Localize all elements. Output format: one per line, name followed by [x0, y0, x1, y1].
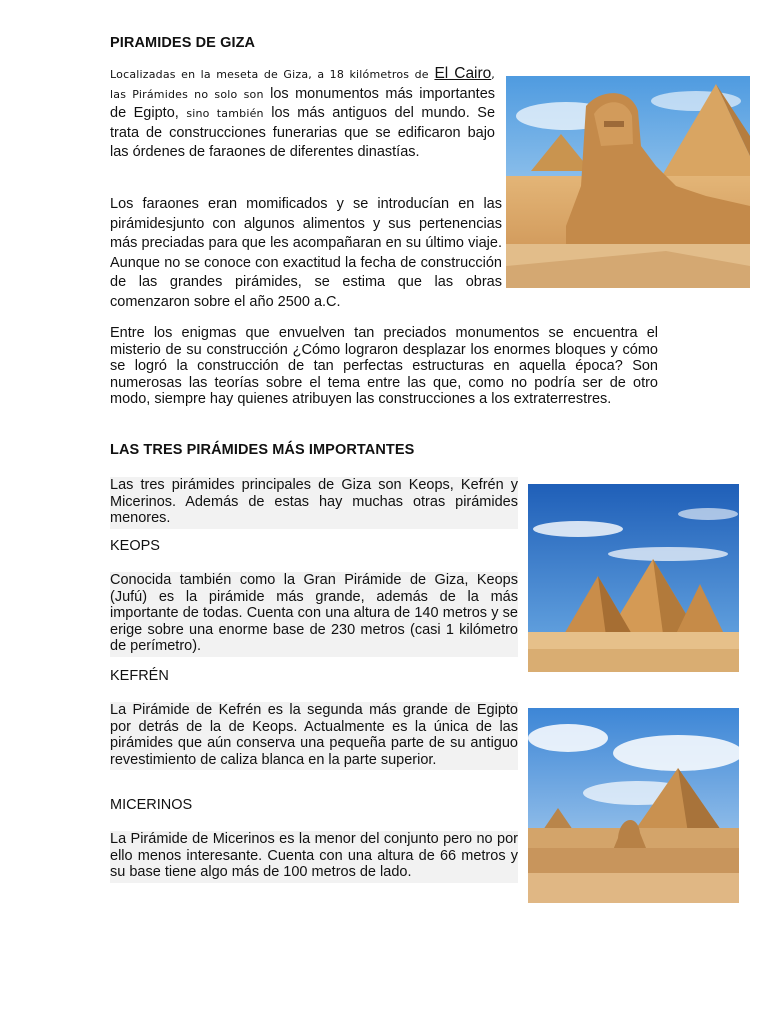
three-pyramids-image	[528, 484, 739, 672]
intro-text-small-2: , las Pirámides no solo son	[110, 68, 495, 101]
intro-paragraph	[110, 64, 495, 163]
intro-text: los monumentos más importantes de Egipto,	[110, 85, 496, 121]
intro-text-small: Localizadas en la meseta de Giza, a 18 kilómetros de	[110, 68, 429, 81]
section-title-tres-piramides: LAS TRES PIRÁMIDES MÁS IMPORTANTES	[110, 442, 415, 458]
heading-kefren: KEFRÉN	[110, 668, 169, 684]
page-title: PIRAMIDES DE GIZA	[110, 35, 256, 51]
paragraph-keops: Conocida también como la Gran Pirámide de Giza, Keops (Jufú) es la pirámide más grande, además de la más importante de todas. Cuenta con una altura de 140 metros y se erige sobre una enorme base de 230 metros (casi 1 kilómetro de perímetro).	[110, 572, 518, 657]
intro-text-small-3: sino también	[186, 107, 264, 120]
heading-keops: KEOPS	[110, 538, 160, 554]
sphinx-image	[506, 76, 750, 288]
paragraph-micerinos: La Pirámide de Micerinos es la menor del conjunto pero no por ello menos interesante. Cuenta con una altura de 66 metros y su base tiene algo más de 100 metros de lado.	[110, 831, 518, 883]
el-cairo-link[interactable]: El Cairo	[434, 65, 492, 82]
heading-micerinos: MICERINOS	[110, 797, 193, 813]
paragraph-enigmas: Entre los enigmas que envuelven tan preciados monumentos se encuentra el misterio de su construcción ¿Cómo lograron desplazar los enormes bloques y cómo se logró la construcción de tan perfectas estructuras en aquella época? Son numerosas las teorías sobre el tema entre las que, como no podría ser de otro modo, siempre hay quienes atribuyen las construcciones a los extraterrestres.	[110, 325, 658, 408]
paragraph-tres-piramides: Las tres pirámides principales de Giza son Keops, Kefrén y Micerinos. Además de estas hay muchas otras pirámides menores.	[110, 477, 518, 529]
paragraph-kefren: La Pirámide de Kefrén es la segunda más grande de Egipto por detrás de la de Keops. Actualmente es la única de las pirámides que aún conserva una pequeña parte de su antiguo revestimiento de caliza blanca en la parte superior.	[110, 702, 518, 770]
pyramids-sphinx-image	[528, 708, 739, 903]
intro-text-2: los más antiguos del mundo. Se trata de construcciones funerarias que se edificaron bajo las órdenes de faraones de diferentes dinastías.	[110, 105, 496, 160]
paragraph-faraones: Los faraones eran momificados y se introducían en las pirámidesjunto con algunos alimentos y sus pertenencias más preciadas para que les acompañaran en su último viaje. Aunque no se conoce con exactitud la fecha de construcción de las grandes pirámides, se estima que las obras comenzaron sobre el año 2500 a.C.	[110, 196, 502, 310]
